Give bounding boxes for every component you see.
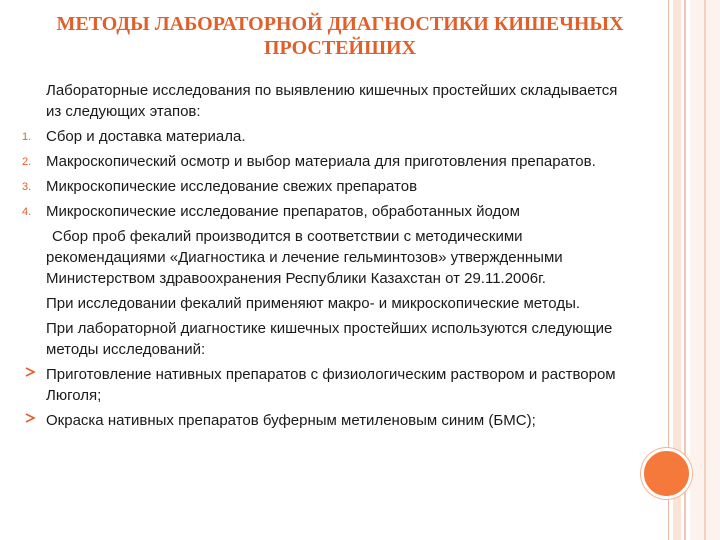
arrow-bullet-icon [24, 366, 36, 378]
step-item [22, 126, 632, 147]
arrow-bullet-icon [24, 412, 36, 424]
decorative-circle-icon [641, 448, 692, 499]
slide-title: МЕТОДЫ ЛАБОРАТОРНОЙ ДИАГНОСТИКИ КИШЕЧНЫХ ПРОСТЕЙШИХ [56, 13, 624, 59]
methods-paragraph: При исследовании фекалий применяют макро- и микроскопические методы. [46, 295, 581, 312]
step-text: Микроскопические исследование препаратов, обработанных йодом [46, 203, 520, 220]
method-item [22, 410, 632, 431]
step-item [22, 151, 632, 172]
intro-paragraph: Лабораторные исследования по выявлению кишечных простейших складывается из следующих этапов: [46, 82, 618, 120]
slide-body [22, 80, 632, 435]
step-number: 1. [22, 131, 32, 143]
step-number: 2. [22, 156, 32, 168]
method-item [22, 364, 632, 406]
step-text: Микроскопические исследование свежих препаратов [46, 178, 418, 195]
method-text: Окраска нативных препаратов буферным метиленовым синим (БМС); [46, 412, 536, 429]
step-text: Сбор и доставка материала. [46, 128, 246, 145]
lab-diagnostics-paragraph: При лабораторной диагностике кишечных простейших используются следующие методы исследований: [46, 320, 613, 358]
method-text: Приготовление нативных препаратов с физиологическим раствором и раствором Люголя; [46, 366, 616, 404]
step-number: 3. [22, 181, 32, 193]
step-number: 4. [22, 206, 32, 218]
border-stripe [704, 0, 706, 540]
collection-paragraph: Сбор проб фекалий производится в соответствии с методическими рекомендациями «Диагностика и лечение гельминтозов» утвержденными Министерством здравоохранения Республики Казахстан от 29.11.2006г. [46, 228, 563, 287]
step-item [22, 201, 632, 222]
step-text: Макроскопический осмотр и выбор материала для приготовления препаратов. [46, 153, 596, 170]
step-item [22, 176, 632, 197]
